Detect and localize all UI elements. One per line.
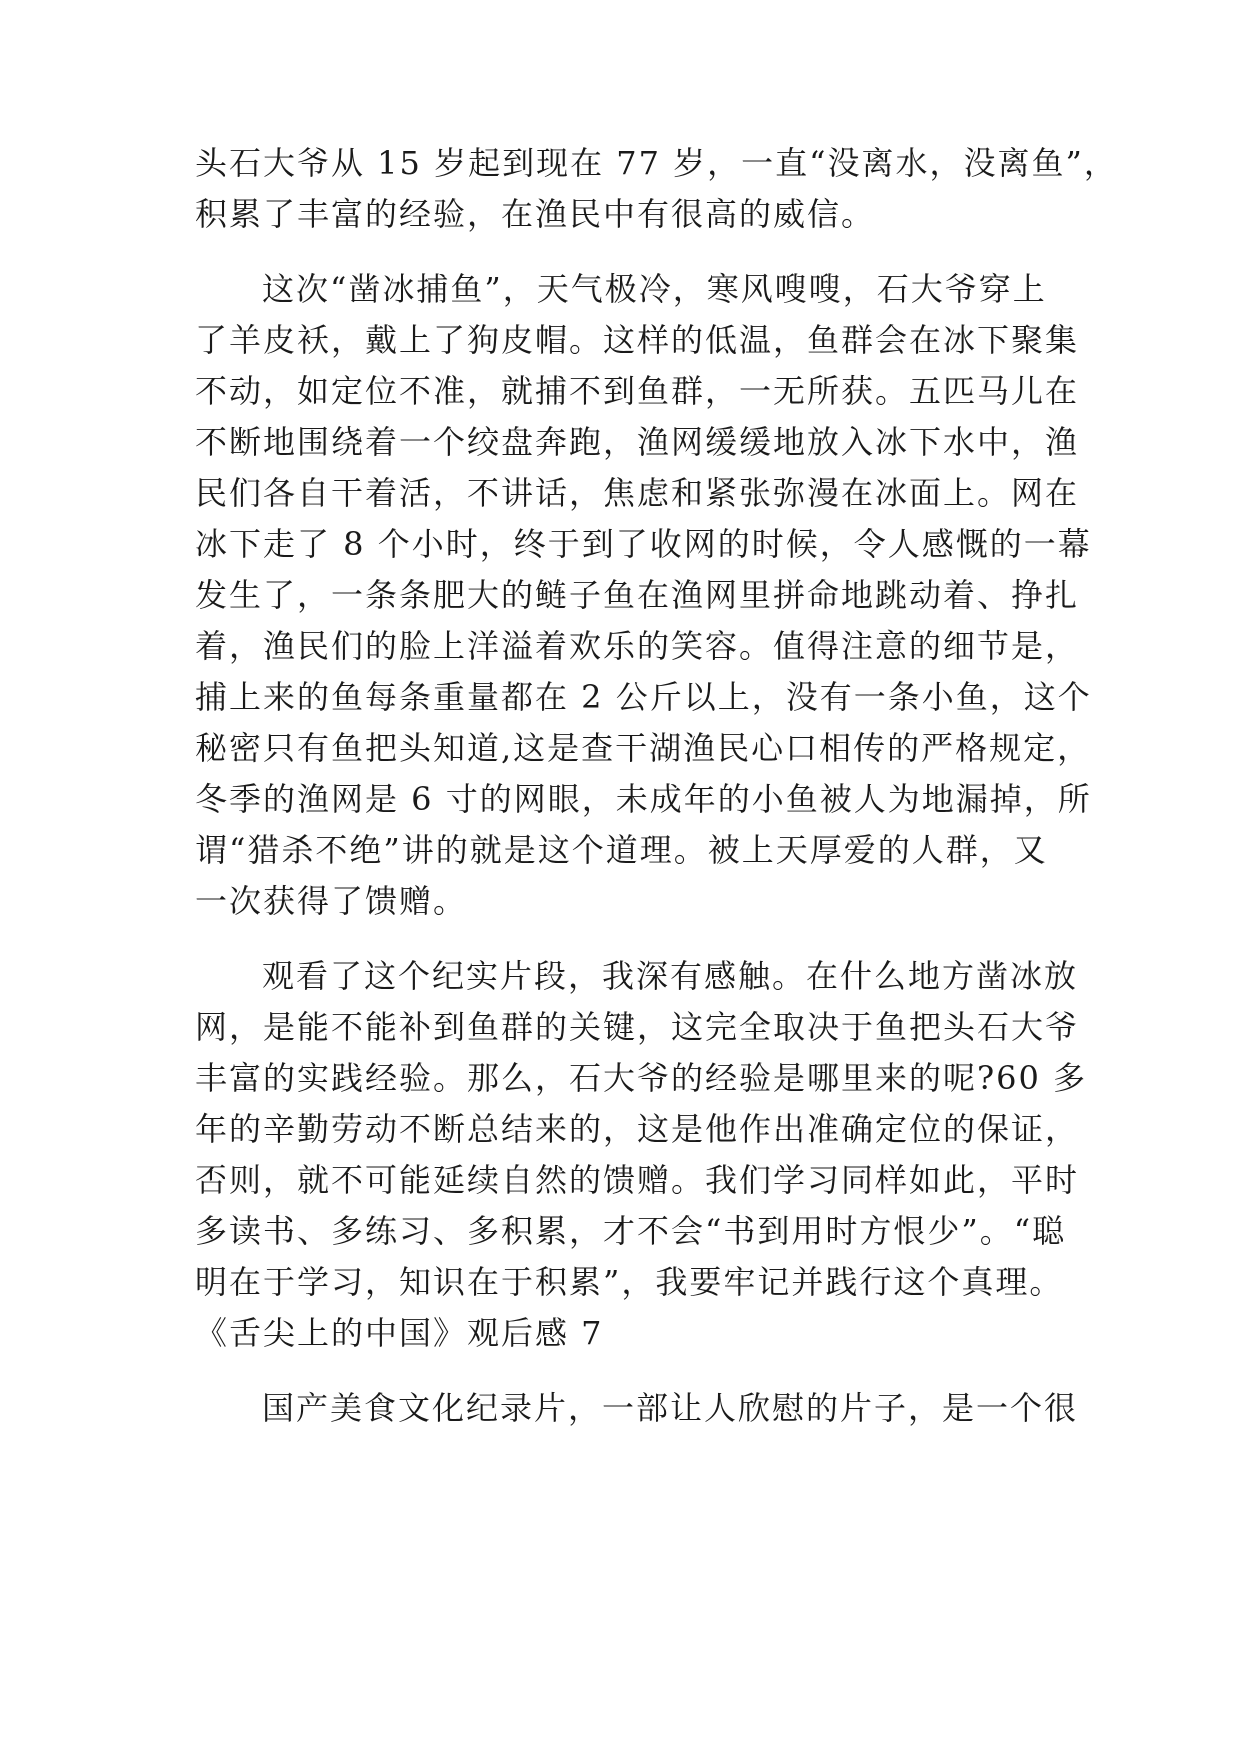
paragraph-3-line-1: 观看了这个纪实片段，我深有感触。在什么地方凿冰放 [262, 957, 1079, 995]
paragraph-2-line-3: 不动，如定位不准，就捕不到鱼群，一无所获。五匹马儿在 [195, 372, 1080, 410]
paragraph-3-line-7: 明在于学习，知识在于积累”，我要牢记并践行这个真理。 [195, 1263, 1064, 1301]
paragraph-3-line-3: 丰富的实践经验。那么，石大爷的经验是哪里来的呢?60 多 [195, 1059, 1088, 1097]
paragraph-2-line-4: 不断地围绕着一个绞盘奔跑，渔网缓缓地放入冰下水中，渔 [195, 423, 1080, 461]
paragraph-3-line-6: 多读书、多练习、多积累，才不会“书到用时方恨少”。“聪 [195, 1212, 1067, 1250]
paragraph-3-line-2: 网，是能不能补到鱼群的关键，这完全取决于鱼把头石大爷 [195, 1008, 1080, 1046]
section-heading: 《舌尖上的中国》观后感 7 [195, 1314, 604, 1352]
paragraph-1-line-1: 头石大爷从 15 岁起到现在 77 岁，一直“没离水，没离鱼”， [195, 144, 1118, 182]
paragraph-2-line-1: 这次“凿冰捕鱼”，天气极冷，寒风嗖嗖，石大爷穿上 [262, 270, 1047, 308]
paragraph-2-line-8: 着，渔民们的脸上洋溢着欢乐的笑容。值得注意的细节是， [195, 627, 1080, 665]
paragraph-2-line-13: 一次获得了馈赠。 [195, 882, 468, 920]
paragraph-2-line-10: 秘密只有鱼把头知道,这是查干湖渔民心口相传的严格规定， [195, 729, 1092, 767]
paragraph-2-line-12: 谓“猎杀不绝”讲的就是这个道理。被上天厚爱的人群，又 [195, 831, 1048, 869]
paragraph-2-line-11: 冬季的渔网是 6 寸的网眼，未成年的小鱼被人为地漏掉，所 [195, 780, 1092, 818]
paragraph-2-line-9: 捕上来的鱼每条重量都在 2 公斤以上，没有一条小鱼，这个 [195, 678, 1092, 716]
paragraph-1-line-2: 积累了丰富的经验，在渔民中有很高的威信。 [195, 195, 876, 233]
paragraph-2-line-6: 冰下走了 8 个小时，终于到了收网的时候，令人感慨的一幕 [195, 525, 1092, 563]
paragraph-4-line-1: 国产美食文化纪录片，一部让人欣慰的片子，是一个很 [262, 1389, 1079, 1427]
paragraph-3-line-5: 否则，就不可能延续自然的馈赠。我们学习同样如此，平时 [195, 1161, 1080, 1199]
paragraph-2-line-7: 发生了，一条条肥大的鲢子鱼在渔网里拼命地跳动着、挣扎 [195, 576, 1080, 614]
paragraph-2-line-2: 了羊皮袄，戴上了狗皮帽。这样的低温，鱼群会在冰下聚集 [195, 321, 1080, 359]
paragraph-2-line-5: 民们各自干着活，不讲话，焦虑和紧张弥漫在冰面上。网在 [195, 474, 1080, 512]
document-body [195, 138, 1118, 1434]
paragraph-3-line-4: 年的辛勤劳动不断总结来的，这是他作出准确定位的保证， [195, 1110, 1080, 1148]
